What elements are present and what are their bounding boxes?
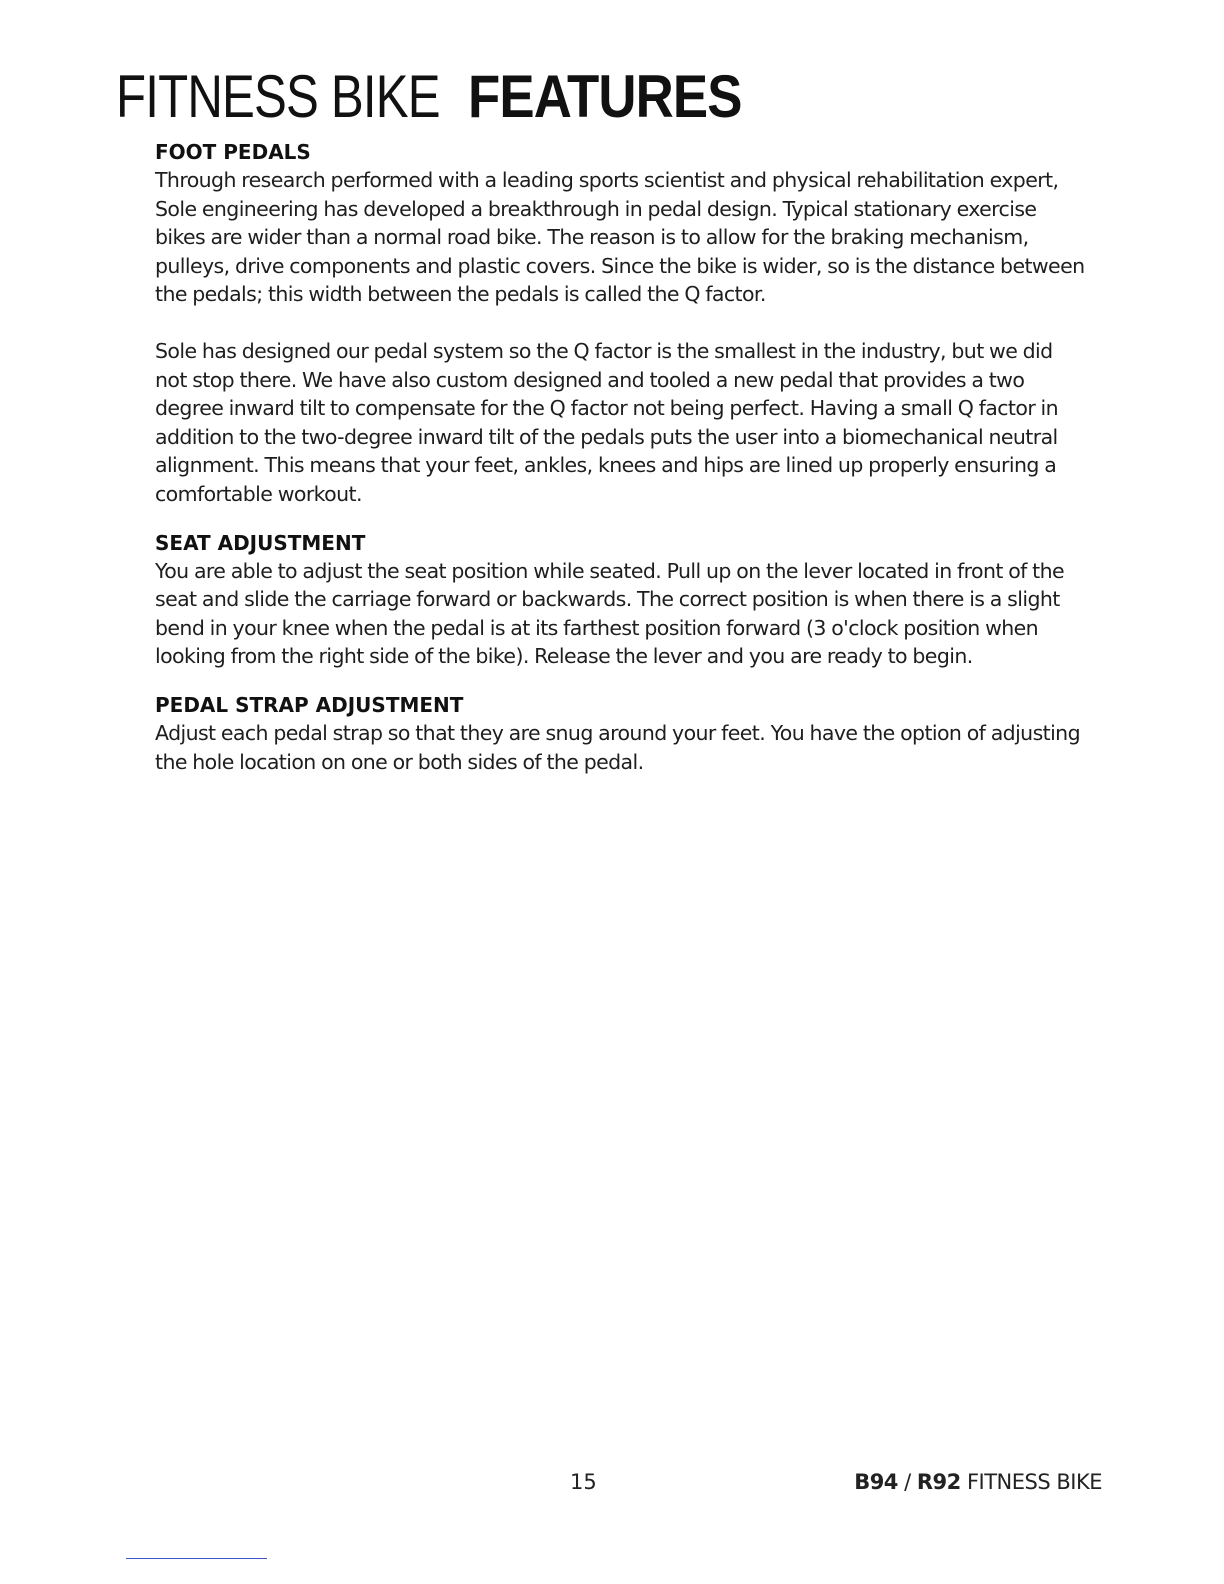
paragraph-line: the pedals; this width between the pedals is called the Q factor. xyxy=(155,282,766,307)
paragraph-line: pulleys, drive components and plastic covers. Since the bike is wider, so is the distance between xyxy=(155,253,1085,278)
section-heading: PEDAL STRAP ADJUSTMENT xyxy=(155,692,464,717)
model-r92: R92 xyxy=(916,1470,961,1494)
paragraph xyxy=(155,719,1115,776)
paragraph-line: Sole engineering has developed a breakthrough in pedal design. Typical stationary exercise xyxy=(155,196,1037,221)
paragraph-line: Sole has designed our pedal system so the Q factor is the smallest in the industry, but we did xyxy=(155,338,1053,363)
model-separator: / xyxy=(897,1470,917,1494)
paragraph-line: Through research performed with a leading sports scientist and physical rehabilitation expert, xyxy=(155,168,1059,192)
paragraph-gap xyxy=(155,309,1115,337)
section-pedal-strap-adjustment xyxy=(155,691,1115,776)
page-title-light: FITNESS BIKE xyxy=(116,63,440,130)
paragraph-line: alignment. This means that your feet, ankles, knees and hips are lined up properly ensuring a xyxy=(155,453,1057,478)
model-b94: B94 xyxy=(854,1470,898,1494)
paragraph xyxy=(155,166,1115,309)
footer-rule xyxy=(126,1558,267,1559)
paragraph-line: the hole location on one or both sides of the pedal. xyxy=(155,749,644,774)
paragraph-line: looking from the right side of the bike). Release the lever and you are ready to begin. xyxy=(155,644,973,669)
paragraph-line: not stop there. We have also custom designed and tooled a new pedal that provides a two xyxy=(155,367,1025,392)
paragraph-line: Adjust each pedal strap so that they are snug around your feet. You have the option of adjusting xyxy=(155,720,1080,745)
paragraph-line: degree inward tilt to compensate for the Q factor not being perfect. Having a small Q factor in xyxy=(155,396,1059,421)
section-heading: SEAT ADJUSTMENT xyxy=(155,530,366,555)
main-content xyxy=(155,138,1115,776)
paragraph xyxy=(155,337,1115,509)
page-title-bold: FEATURES xyxy=(468,63,743,130)
section-seat-adjustment xyxy=(155,529,1115,671)
paragraph-line: bend in your knee when the pedal is at its farthest position forward (3 o'clock position when xyxy=(155,615,1039,640)
page-number: 15 xyxy=(570,1470,597,1494)
paragraph-line: comfortable workout. xyxy=(155,481,362,506)
page-title xyxy=(116,62,779,132)
paragraph-line: addition to the two-degree inward tilt of the pedals puts the user into a biomechanical neutral xyxy=(155,424,1058,449)
paragraph-line: seat and slide the carriage forward or backwards. The correct position is when there is a slight xyxy=(155,587,1060,612)
paragraph-line: bikes are wider than a normal road bike. The reason is to allow for the braking mechanism, xyxy=(155,225,1029,250)
section-gap xyxy=(155,671,1115,691)
paragraph xyxy=(155,557,1115,671)
paragraph-line: You are able to adjust the seat position while seated. Pull up on the lever located in front of the xyxy=(155,558,1065,583)
section-foot-pedals xyxy=(155,138,1115,509)
product-name: FITNESS BIKE xyxy=(960,1470,1102,1494)
section-gap xyxy=(155,509,1115,529)
section-heading: FOOT PEDALS xyxy=(155,140,311,164)
footer-model-name xyxy=(854,1470,1102,1494)
